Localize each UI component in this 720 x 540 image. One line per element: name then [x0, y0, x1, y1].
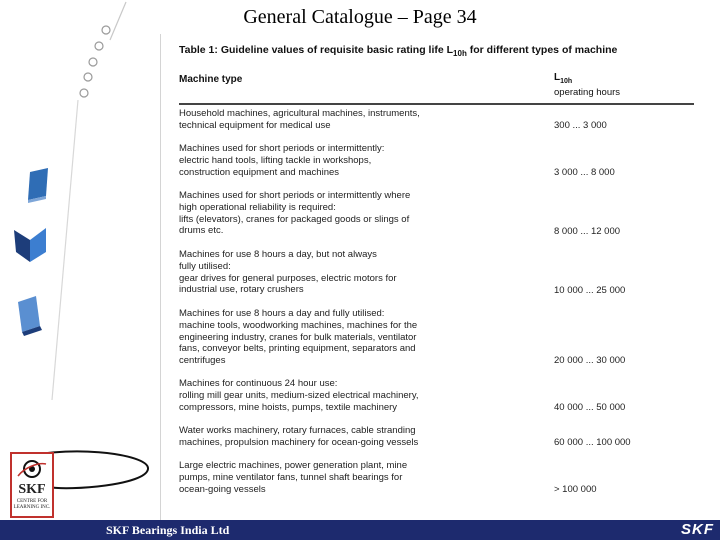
rating-life-cell: 40 000 ... 50 000 — [554, 402, 626, 413]
catalogue-page — [160, 34, 720, 520]
footer-brand-logo: SKF — [681, 521, 714, 538]
machine-type-cell: Large electric machines, power generation plant, mine pumps, mine ventilator fans, tunnel shaft bearings for ocean-going vessels — [179, 460, 408, 495]
rating-life-cell: 20 000 ... 30 000 — [554, 355, 626, 366]
machine-type-cell: Machines for use 8 hours a day, but not always fully utilised: gear drives for general purposes, electric motors for industrial use, rotary crushers — [179, 249, 397, 296]
column-header-rating-life: $L_{10h}$ operating hours — [554, 72, 621, 98]
book-icon-3 — [18, 296, 42, 336]
machine-type-cell: Machines for use 8 hours a day and fully utilised: machine tools, woodworking machines, machines for the engineering industry, cranes for bulk materials, ventilator fans, conveyor belts, printing equipment, separators and centrifuges — [179, 308, 418, 367]
rating-life-cell: 3 000 ... 8 000 — [554, 167, 615, 178]
book-icon-1 — [28, 168, 48, 203]
machine-type-cell: Machines used for short periods or intermittently: electric hand tools, lifting tackle in workshops, construction equipment and machines — [179, 143, 385, 178]
book-icon-2 — [14, 228, 46, 262]
rating-life-cell: 60 000 ... 100 000 — [554, 437, 631, 448]
skf-learning-logo — [10, 452, 54, 518]
rating-life-cell: 10 000 ... 25 000 — [554, 285, 626, 296]
column-header-machine-type: Machine type — [179, 74, 243, 85]
footer-bar — [0, 520, 720, 540]
machine-type-cell: Machines used for short periods or intermittently where high operational reliability is required: lifts (elevators), cranes for packaged goods or slings of drums etc. — [179, 190, 411, 237]
rating-life-cell: 8 000 ... 12 000 — [554, 226, 621, 237]
logo-brand: SKF — [18, 482, 46, 497]
machine-type-cell: Household machines, agricultural machines, instruments, technical equipment for medical use — [179, 108, 420, 131]
table-title: Table 1: Guideline values of requisite basic rating life $L_{10h}$ for different types of machine — [179, 44, 618, 59]
logo-subtitle: CENTRE FOR LEARNING INC. — [13, 499, 51, 510]
footer-company: SKF Bearings India Ltd — [106, 523, 230, 537]
rating-life-cell: 300 ... 3 000 — [554, 120, 607, 131]
machine-type-cell: Water works machinery, rotary furnaces, cable stranding machines, propulsion machinery for ocean-going vessels — [179, 425, 419, 448]
machine-type-cell: Machines for continuous 24 hour use: rolling mill gear units, medium-sized electrical machinery, compressors, mine hoists, pumps, textile machinery — [179, 378, 419, 413]
bearing-icon — [16, 458, 48, 480]
decorative-strip — [0, 0, 160, 520]
slide-title: General Catalogue – Page 34 — [243, 6, 477, 28]
rating-life-cell: > 100 000 — [554, 484, 597, 495]
header-divider — [179, 103, 694, 105]
